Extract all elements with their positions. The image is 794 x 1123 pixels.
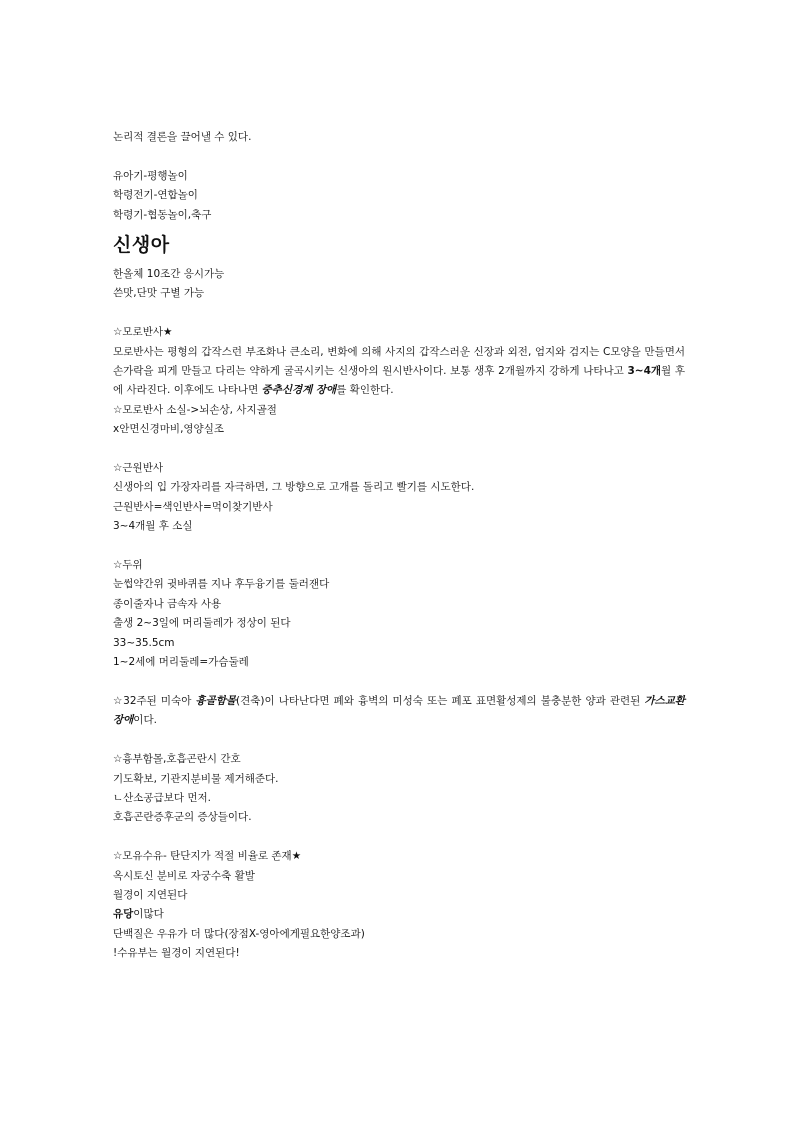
head-circ-line-2: 종이줄자나 금속자 사용 — [113, 597, 222, 610]
preterm-emphasis-1: 흉골함몰 — [195, 694, 237, 707]
breastfeeding-line-4: 단백질은 우유가 더 많다(장점X-영아에게필요한양조과) — [113, 927, 365, 940]
spacer — [113, 537, 685, 556]
head-circ-line-3: 출생 2~3일에 머리둘레가 정상이 된다 — [113, 617, 291, 630]
lactose-bold: 유당 — [113, 908, 134, 921]
rooting-desc: 신생아의 입 가장자리를 자극하면, 그 방향으로 고개를 돌리고 빨기를 시도한다. — [113, 481, 475, 494]
breathing-line-3: 호흡곤란증후군의 증상들이다. — [113, 811, 252, 824]
spacer — [113, 440, 685, 459]
preterm-text-c: 이다. — [133, 714, 157, 727]
breathing-line-1: 기도확보, 기관지분비물 제거해준다. — [113, 772, 279, 785]
moro-text-b: 월 후에 사라진다. 이후에도 나타나면 — [113, 365, 686, 397]
breastfeeding-line-3 — [113, 905, 685, 924]
breastfeeding-title: ☆모유수유- 탄단지가 적절 비율로 존재★ — [113, 850, 302, 863]
breathing-title: ☆흉부함몰,호흡곤란시 간호 — [113, 753, 241, 766]
moro-text-emphasis: 중추신경계 장애 — [261, 384, 337, 397]
moro-paragraph — [113, 343, 685, 401]
intro-conclusion-line: 논리적 결론을 끌어낼 수 있다. — [113, 131, 252, 143]
lactose-rest: 이많다 — [133, 908, 164, 921]
play-stage-school: 학령기-협동놀이,축구 — [113, 208, 212, 221]
moro-title: ☆모로반사★ — [113, 326, 173, 339]
rooting-disappear: 3~4개월 후 소실 — [113, 520, 193, 533]
spacer — [113, 673, 685, 692]
spacer — [113, 731, 685, 750]
head-circ-line-1: 눈썹약간위 귓바퀴를 지나 후두융기를 둘러잰다 — [113, 578, 330, 591]
head-circ-title: ☆두위 — [113, 559, 143, 572]
vision-line: 한올체 10조간 응시가능 — [113, 268, 225, 281]
preterm-text-b: (견축)이 나타난다면 폐와 흉벽의 미성숙 또는 폐포 표면활성제의 불충분한 양과 관련된 — [236, 694, 645, 707]
rooting-title: ☆근원반사 — [113, 462, 163, 475]
spacer — [113, 147, 685, 166]
preterm-emphasis-2: 가스교환 장애 — [113, 694, 685, 727]
document-page — [113, 128, 685, 964]
play-stage-preschool: 학령전기-연합놀이 — [113, 189, 198, 202]
preterm-paragraph — [113, 692, 685, 731]
spacer — [113, 828, 685, 847]
breastfeeding-line-1: 옥시토신 분비로 자궁수축 활발 — [113, 869, 255, 882]
moro-text-c: 를 확인한다. — [336, 384, 394, 397]
head-circ-line-5: 1~2세에 머리둘레=가슴둘레 — [113, 656, 249, 669]
breathing-line-2: ㄴ산소공급보다 먼저. — [113, 791, 211, 804]
moro-text-bold: 3~4개 — [627, 365, 662, 378]
play-stage-infant: 유아기-평행놀이 — [113, 169, 188, 182]
spacer — [113, 304, 685, 323]
moro-absent-line: x안면신경마비,영양실조 — [113, 423, 224, 436]
head-circ-line-4: 33~35.5cm — [113, 636, 175, 649]
taste-line: 쓴맛,단맛 구별 가능 — [113, 287, 205, 300]
breastfeeding-line-2: 월경이 지연된다 — [113, 888, 188, 901]
preterm-text-a: ☆32주된 미숙아 — [113, 694, 196, 707]
rooting-synonyms: 근원반사=색인반사=먹이찾기반사 — [113, 500, 273, 513]
section-title-newborn: 신생아 — [113, 234, 170, 257]
breastfeeding-line-5: !수유부는 월경이 지연된다! — [113, 947, 240, 960]
moro-loss-line: ☆모로반사 소실->뇌손상, 사지골절 — [113, 403, 277, 416]
moro-text-a: 모로반사는 평형의 갑작스런 부조화나 큰소리, 변화에 의해 사지의 갑작스러운 신장과 외전, 엄지와 검지는 C모양을 만들면서 손가락을 피게 만들고 다리는 약하게 굴곡시키는 신생아의 원시반사이다. 보통 생후 2개월까지 강하게 나타나고 — [113, 345, 685, 378]
